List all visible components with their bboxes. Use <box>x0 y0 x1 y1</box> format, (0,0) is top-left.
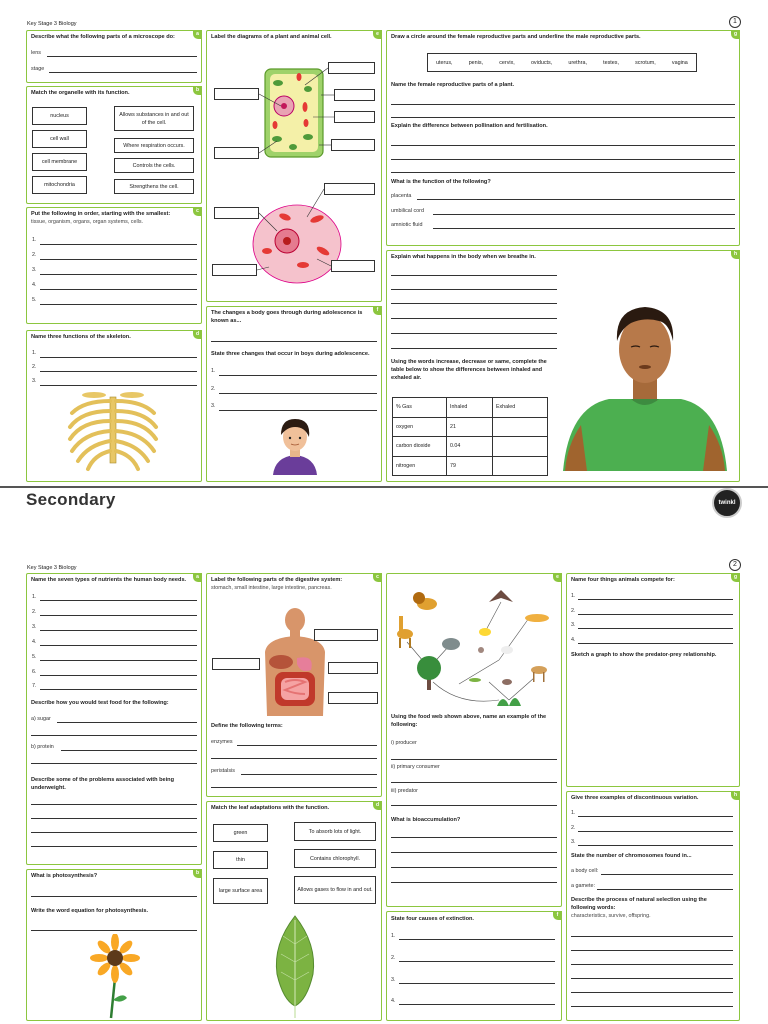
label-box[interactable] <box>314 629 378 641</box>
adolescence-box <box>206 306 382 482</box>
logo-text: twinkl <box>718 500 736 506</box>
sketch-area[interactable] <box>571 666 735 782</box>
answer-line[interactable] <box>40 630 197 631</box>
answer-line[interactable] <box>399 939 555 940</box>
question-title: Explain what happens in the body when we breathe in. <box>391 254 536 260</box>
num: 3. <box>32 378 37 384</box>
num: 2. <box>211 386 216 392</box>
answer-line[interactable] <box>31 846 197 847</box>
answer-line[interactable] <box>31 763 197 764</box>
competition-box <box>566 573 740 787</box>
variation-box <box>566 791 740 1021</box>
order-box <box>26 207 202 324</box>
answer-line[interactable] <box>391 172 735 173</box>
answer-line[interactable] <box>241 774 377 775</box>
match-left[interactable]: mitochondria <box>32 176 87 194</box>
num: 2. <box>391 955 396 961</box>
num: 2. <box>571 825 576 831</box>
question-title: Using the food web shown above, name an example of the following: <box>391 714 547 728</box>
answer-line[interactable] <box>31 832 197 833</box>
item-label: placenta <box>391 193 412 199</box>
answer-line[interactable] <box>31 930 197 931</box>
answer-line[interactable] <box>31 896 197 897</box>
food-web-box <box>386 573 562 907</box>
answer-line[interactable] <box>578 816 733 817</box>
answer-line[interactable] <box>40 385 197 386</box>
air-table <box>392 397 548 476</box>
antelope-icon <box>531 666 547 682</box>
question-title-2: State the number of chromosomes found in... <box>571 853 692 859</box>
num: 3. <box>391 977 396 983</box>
section-tag: g <box>731 573 740 582</box>
item-label: iii) predator <box>391 788 418 794</box>
question-title-2: State three changes that occur in boys during adolescence. <box>211 351 370 357</box>
extinction-box <box>386 911 562 1021</box>
table-row <box>393 437 548 457</box>
section-tag: c <box>373 573 382 582</box>
item-label: lens <box>31 50 41 56</box>
table-cell: oxygen <box>393 417 447 437</box>
reproduction-box <box>386 30 740 246</box>
answer-line[interactable] <box>399 983 555 984</box>
num: 1. <box>211 368 216 374</box>
grasshopper-icon <box>469 678 481 682</box>
answer-line[interactable] <box>40 274 197 275</box>
num: 2. <box>32 252 37 258</box>
answer-line[interactable] <box>40 660 197 661</box>
answer-line[interactable] <box>40 645 197 646</box>
answer-line[interactable] <box>391 759 557 760</box>
breathing-boy-image <box>559 295 731 471</box>
answer-line[interactable] <box>391 867 557 868</box>
pointer-lines <box>207 31 383 303</box>
section-tag: e <box>553 573 562 582</box>
answer-line[interactable] <box>40 371 197 372</box>
table-header: Exhaled <box>493 398 548 418</box>
match-right[interactable]: Controls the cells. <box>114 158 194 173</box>
question-title: Describe what the following parts of a microscope do: <box>31 34 175 40</box>
num: 4. <box>32 639 37 645</box>
answer-line[interactable] <box>211 787 377 788</box>
word[interactable]: oviducts, <box>530 59 553 66</box>
label-box[interactable] <box>212 658 260 670</box>
section-tag: h <box>731 791 740 800</box>
num: 1. <box>32 237 37 243</box>
table-row <box>393 417 548 437</box>
table-cell: nitrogen <box>393 456 447 476</box>
answer-line[interactable] <box>40 600 197 601</box>
rhino-icon <box>442 638 460 650</box>
question-title: Give three examples of discontinuous variation. <box>571 795 699 801</box>
question-title: Match the leaf adaptations with the function. <box>211 805 330 811</box>
section-tag: a <box>193 573 202 582</box>
answer-line[interactable] <box>391 805 557 806</box>
grass-icon <box>497 698 521 706</box>
digestive-box <box>206 573 382 797</box>
answer-line[interactable] <box>391 837 557 838</box>
microscope-box <box>26 30 202 83</box>
answer-line[interactable] <box>571 950 733 951</box>
answer-line[interactable] <box>40 689 197 690</box>
answer-line[interactable] <box>219 375 377 376</box>
question-title: State four causes of extinction. <box>391 916 474 922</box>
item-label: ii) primary consumer <box>391 764 440 770</box>
organelle-match-box <box>26 86 202 204</box>
answer-line[interactable] <box>433 228 735 229</box>
item-label: stage <box>31 66 45 72</box>
item-label: a) sugar <box>31 716 51 722</box>
num: 1. <box>571 593 576 599</box>
question-title: Label the diagrams of a plant and animal cell. <box>211 34 332 40</box>
match-right[interactable]: Where respiration occurs. <box>114 138 194 153</box>
section-tag: f <box>373 306 382 315</box>
table-header: % Gas <box>393 398 447 418</box>
question-title: Label the following parts of the digestive system: <box>211 577 343 583</box>
question-title-2: Define the following terms: <box>211 723 283 729</box>
word-bank <box>427 53 697 72</box>
label-box[interactable] <box>328 662 378 674</box>
num: 3. <box>571 839 576 845</box>
num: 2. <box>32 364 37 370</box>
answer-line[interactable] <box>57 722 197 723</box>
answer-line[interactable] <box>391 303 557 304</box>
table-cell-input[interactable] <box>493 456 548 476</box>
num: 3. <box>32 267 37 273</box>
answer-line[interactable] <box>571 936 733 937</box>
item-label: umbilical cord <box>391 208 424 214</box>
word[interactable]: urethra, <box>568 59 587 66</box>
section-tag: d <box>373 801 382 810</box>
cheetah-icon <box>525 614 549 622</box>
answer-line[interactable] <box>391 275 557 276</box>
match-left[interactable]: nucleus <box>32 107 87 125</box>
question-title-4: What is the function of the following? <box>391 179 491 185</box>
num: 1. <box>32 350 37 356</box>
answer-line[interactable] <box>49 72 197 73</box>
num: 4. <box>32 282 37 288</box>
answer-line[interactable] <box>40 357 197 358</box>
num: 1. <box>391 933 396 939</box>
answer-line[interactable] <box>391 289 557 290</box>
table-cell-input[interactable] <box>493 437 548 457</box>
word[interactable]: uterus, <box>436 59 453 66</box>
question-title-2: Name the female reproductive parts of a plant. <box>391 82 515 88</box>
twinkl-logo <box>712 488 742 518</box>
num: 6. <box>32 669 37 675</box>
cell-label-box <box>206 30 382 302</box>
question-title: Name the seven types of nutrients the human body needs. <box>31 577 187 583</box>
match-right[interactable]: Contains chlorophyll. <box>294 849 376 868</box>
page-separator <box>0 486 768 488</box>
num: 4. <box>391 998 396 1004</box>
answer-line[interactable] <box>237 745 377 746</box>
match-right[interactable]: Strengthens the cell. <box>114 179 194 194</box>
match-left[interactable]: cell membrane <box>32 153 87 171</box>
section-tag: a <box>193 30 202 39</box>
answer-line[interactable] <box>399 1004 555 1005</box>
skeleton-box <box>26 330 202 482</box>
nutrients-box <box>26 573 202 865</box>
answer-line[interactable] <box>40 675 197 676</box>
answer-line[interactable] <box>391 159 735 160</box>
match-right[interactable]: Allows gases to flow in and out. <box>294 876 376 904</box>
tree-icon <box>417 656 441 690</box>
question-subtitle: characteristics, survive, offspring. <box>571 913 651 919</box>
ribcage-image <box>64 391 162 475</box>
answer-line[interactable] <box>391 117 735 118</box>
answer-line[interactable] <box>211 341 377 342</box>
num: 2. <box>32 609 37 615</box>
answer-line[interactable] <box>571 978 733 979</box>
mouse-icon <box>502 679 512 685</box>
answer-line[interactable] <box>219 393 377 394</box>
word[interactable]: penis, <box>468 59 484 66</box>
page-number: 2 <box>729 559 741 571</box>
question-title-2: Sketch a graph to show the predator-prey relationship. <box>571 652 717 658</box>
answer-line[interactable] <box>578 614 733 615</box>
answer-line[interactable] <box>391 882 557 883</box>
answer-line[interactable] <box>391 782 557 783</box>
match-right[interactable]: To absorb lots of light. <box>294 822 376 841</box>
table-header-row <box>393 398 548 418</box>
num: 7. <box>32 683 37 689</box>
leaf-image <box>271 914 319 1018</box>
question-title-2: Write the word equation for photosynthesis. <box>31 908 149 914</box>
sunflower-image <box>89 934 141 1020</box>
match-left[interactable]: cell wall <box>32 130 87 148</box>
question-title-3: Explain the difference between pollination and fertilisation. <box>391 123 548 129</box>
item-label: b) protein <box>31 744 54 750</box>
food-web-diagram <box>389 582 559 708</box>
answer-line[interactable] <box>31 804 197 805</box>
answer-line[interactable] <box>211 758 377 759</box>
answer-line[interactable] <box>31 735 197 736</box>
section-tag: b <box>193 869 202 878</box>
word[interactable]: vagina <box>671 59 688 66</box>
word[interactable]: scrotum, <box>635 59 656 66</box>
answer-line[interactable] <box>601 874 733 875</box>
answer-line[interactable] <box>219 410 377 411</box>
answer-line[interactable] <box>391 318 557 319</box>
eagle-icon <box>489 590 513 602</box>
question-subtitle: stomach, small intestine, large intestine, pancreas. <box>211 585 332 591</box>
answer-line[interactable] <box>578 628 733 629</box>
teen-boy-image <box>269 413 321 475</box>
num: 1. <box>32 594 37 600</box>
answer-line[interactable] <box>391 852 557 853</box>
label-box[interactable] <box>328 692 378 704</box>
num: 4. <box>571 637 576 643</box>
answer-line[interactable] <box>578 599 733 600</box>
num: 5. <box>32 297 37 303</box>
question-title: Name three functions of the skeleton. <box>31 334 131 340</box>
question-title-2: What is bioaccumulation? <box>391 817 461 823</box>
breathing-box <box>386 250 740 482</box>
answer-line[interactable] <box>61 750 197 751</box>
brand-title: Secondary <box>26 490 116 509</box>
num: 2. <box>571 608 576 614</box>
answer-line[interactable] <box>40 244 197 245</box>
section-tag: d <box>193 330 202 339</box>
section-tag: g <box>731 30 740 39</box>
answer-line[interactable] <box>571 1006 733 1007</box>
question-title-2: Using the words increase, decrease or same, complete the table below to show the differences between inhaled and exhaled air. <box>391 359 547 381</box>
answer-line[interactable] <box>40 304 197 305</box>
question-title-3: Describe the process of natural selection using the following words: <box>571 897 707 911</box>
giraffe-icon <box>397 616 413 648</box>
table-header: Inhaled <box>447 398 493 418</box>
word[interactable]: testes, <box>603 59 619 66</box>
match-right[interactable]: Allows substances in and out of the cell. <box>114 106 194 131</box>
question-title: What is photosynthesis? <box>31 873 98 879</box>
match-left[interactable]: thin <box>213 851 268 869</box>
answer-line[interactable] <box>391 145 735 146</box>
table-cell: carbon dioxide <box>393 437 447 457</box>
key-stage-label: Key Stage 3 Biology <box>27 565 77 571</box>
question-title-3: Describe some of the problems associated with being underweight. <box>31 777 174 791</box>
lion-icon <box>413 592 437 610</box>
question-title: Draw a circle around the female reproductive parts and underline the male reproductive parts. <box>391 34 641 40</box>
answer-line[interactable] <box>578 643 733 644</box>
num: 1. <box>571 810 576 816</box>
num: 3. <box>571 622 576 628</box>
section-tag: h <box>731 250 740 259</box>
key-stage-label: Key Stage 3 Biology <box>27 21 77 27</box>
num: 3. <box>211 403 216 409</box>
match-left[interactable]: green <box>213 824 268 842</box>
answer-line[interactable] <box>597 889 733 890</box>
item-label: amniotic fluid <box>391 222 423 228</box>
question-title: Match the organelle with its function. <box>31 90 130 96</box>
question-title: Put the following in order, starting with the smallest: <box>31 211 171 217</box>
answer-line[interactable] <box>391 333 557 334</box>
item-label: i) producer <box>391 740 417 746</box>
table-cell: 21 <box>447 417 493 437</box>
word[interactable]: cervix, <box>499 59 515 66</box>
table-row <box>393 456 548 476</box>
num: 5. <box>32 654 37 660</box>
num: 3. <box>32 624 37 630</box>
question-title-2: Describe how you would test food for the following: <box>31 700 169 706</box>
page-number: 1 <box>729 16 741 28</box>
answer-line[interactable] <box>47 56 197 57</box>
answer-line[interactable] <box>31 818 197 819</box>
answer-line[interactable] <box>391 348 557 349</box>
item-label: a gamete: <box>571 883 595 889</box>
bird-small-icon <box>478 647 484 653</box>
item-label: a body cell: <box>571 868 599 874</box>
item-label: enzymes <box>211 739 233 745</box>
question-title: Name four things animals compete for: <box>571 577 675 583</box>
answer-line[interactable] <box>391 104 735 105</box>
answer-line[interactable] <box>571 964 733 965</box>
answer-line[interactable] <box>578 845 733 846</box>
question-title: The changes a body goes through during adolescence is known as... <box>211 310 363 324</box>
section-tag: e <box>373 30 382 39</box>
photosynthesis-box <box>26 869 202 1021</box>
answer-line[interactable] <box>433 214 735 215</box>
answer-line[interactable] <box>40 289 197 290</box>
answer-line[interactable] <box>40 259 197 260</box>
answer-line[interactable] <box>571 992 733 993</box>
leaf-match-box <box>206 801 382 1021</box>
table-cell-input[interactable] <box>493 417 548 437</box>
section-tag: b <box>193 86 202 95</box>
item-label: peristalsis <box>211 768 235 774</box>
match-left[interactable]: large surface area <box>213 878 268 904</box>
answer-line[interactable] <box>578 831 733 832</box>
answer-line[interactable] <box>40 615 197 616</box>
answer-line[interactable] <box>399 961 555 962</box>
section-tag: f <box>553 911 562 920</box>
table-cell: 0.04 <box>447 437 493 457</box>
question-subtitle: tissue, organism, organs, organ systems, cells. <box>31 219 144 225</box>
hare-icon <box>501 646 513 654</box>
section-tag: c <box>193 207 202 216</box>
answer-line[interactable] <box>417 199 735 200</box>
bird-icon <box>479 628 491 636</box>
table-cell: 79 <box>447 456 493 476</box>
digestive-system-image <box>257 606 333 716</box>
